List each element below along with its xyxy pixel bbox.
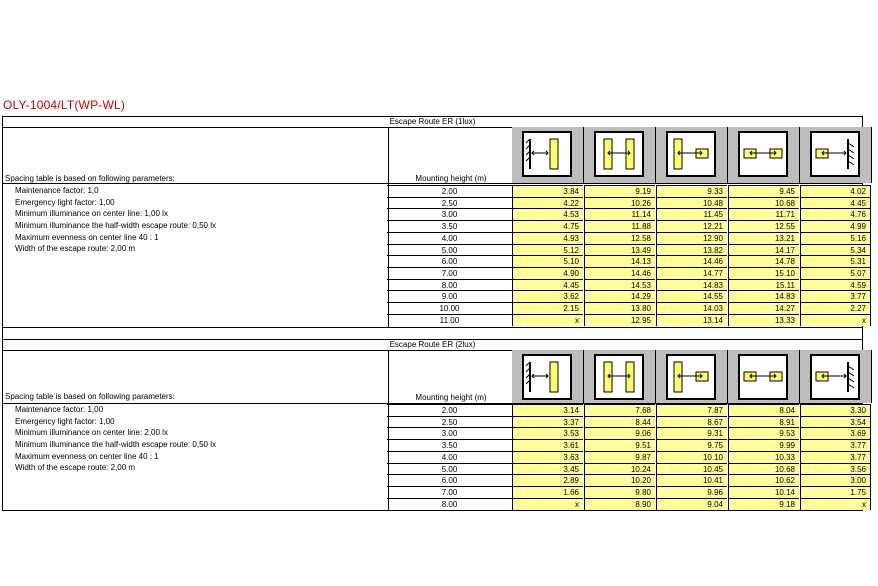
spacing-value-cell: 8.91 [728,416,799,428]
spacing-value-cell: 1.66 [512,486,583,498]
spacing-value-cell: 4.53 [512,208,583,220]
route-end-to-box-icon [666,354,716,400]
between-two-routes-icon [594,131,644,177]
layout-icon-cell [584,350,656,403]
parameter-item: Minimum illuminance the half-width escape route: 0,50 lx [15,221,216,231]
mounting-height-cell: 10.00 [387,302,512,314]
spacing-value-cell: 12.21 [656,220,727,232]
spacing-value-cell: 14.46 [656,255,727,267]
spacing-value-cell: 8.04 [728,404,799,416]
spacing-value-cell: 14.13 [584,255,655,267]
spacing-value-cell: 14.17 [728,244,799,256]
spacing-value-cell: 3.84 [512,185,583,197]
spacing-value-cell: 9.06 [584,427,655,439]
spacing-value-cell: 14.46 [584,267,655,279]
layout-icon-cell [512,127,584,183]
spacing-value-cell: 10.20 [584,474,655,486]
spacing-value-cell: 12.95 [584,314,655,326]
spacing-value-cell: 10.26 [584,197,655,209]
spacing-value-cell: 9.99 [728,439,799,451]
spacing-value-cell: 3.45 [512,463,583,475]
parameter-item: Width of the escape route: 2,00 m [15,244,136,254]
spacing-value-cell: 11.45 [656,208,727,220]
spacing-value-cell: 3.30 [800,404,871,416]
divider [388,350,389,510]
spacing-value-cell: 3.77 [800,439,871,451]
spacing-value-cell: 3.14 [512,404,583,416]
divider [388,127,389,327]
between-two-routes-icon [594,354,644,400]
spacing-value-cell: 8.67 [656,416,727,428]
mounting-height-cell: 3.50 [387,439,512,451]
spacing-value-cell: 9.31 [656,427,727,439]
spacing-value-cell: 14.29 [584,290,655,302]
spacing-table-1lux [2,116,866,328]
spacing-value-cell: x [800,314,871,326]
spacing-value-cell: 3.53 [512,427,583,439]
spacing-value-cell: 12.90 [656,232,727,244]
spacing-value-cell: 5.34 [800,244,871,256]
mounting-height-cell: 5.00 [387,244,512,256]
layout-icon-cell [656,350,728,403]
spacing-value-cell: 10.33 [728,451,799,463]
divider [3,183,862,184]
mounting-height-cell: 5.00 [387,463,512,475]
spacing-value-cell: 12.55 [728,220,799,232]
mounting-height-cell: 2.50 [387,416,512,428]
spacing-value-cell: 15.11 [728,279,799,291]
parameter-item: Maximum evenness on center line 40 : 1 [15,232,159,242]
mounting-height-cell: 4.00 [387,232,512,244]
spacing-value-cell: 9.19 [584,185,655,197]
route-end-to-box-icon [666,131,716,177]
mounting-height-cell: 7.00 [387,267,512,279]
mounting-height-cell: 4.00 [387,451,512,463]
layout-icon-cell [656,127,728,183]
spacing-value-cell: 9.80 [584,486,655,498]
spacing-value-cell: 4.99 [800,220,871,232]
spacing-value-cell: 14.53 [584,279,655,291]
mounting-height-cell: 3.50 [387,220,512,232]
spacing-value-cell: 5.07 [800,267,871,279]
spacing-table-2lux [2,339,866,511]
spacing-value-cell: 11.71 [728,208,799,220]
wall-mounted-escape-route-icon [522,131,572,177]
spacing-value-cell: 11.88 [584,220,655,232]
spacing-value-cell: 10.68 [728,197,799,209]
spacing-value-cell: 2.27 [800,302,871,314]
spacing-value-cell: 14.83 [656,279,727,291]
spacing-value-cell: 14.77 [656,267,727,279]
spacing-value-cell: 10.48 [656,197,727,209]
product-title: OLY-1004/LT(WP-WL) [3,98,126,112]
spacing-value-cell: 5.12 [512,244,583,256]
spacing-value-cell: 10.45 [656,463,727,475]
spacing-value-cell: 4.45 [800,197,871,209]
spacing-value-cell: 9.33 [656,185,727,197]
spacing-value-cell: 3.63 [512,451,583,463]
spacing-value-cell: 2.15 [512,302,583,314]
parameter-item: Emergency light factor: 1,00 [15,416,115,426]
spacing-value-cell: 10.68 [728,463,799,475]
spacing-value-cell: 5.16 [800,232,871,244]
mounting-height-cell: 2.00 [387,185,512,197]
spacing-value-cell: 9.45 [728,185,799,197]
spacing-value-cell: 2.89 [512,474,583,486]
parameter-item: Maintenance factor: 1,00 [15,405,104,414]
mounting-height-cell: 11.00 [387,314,512,326]
layout-icon-cell [800,350,872,403]
spacing-value-cell: 4.45 [512,279,583,291]
spacing-value-cell: 3.69 [800,427,871,439]
wall-mounted-escape-route-icon [522,354,572,400]
spacing-value-cell: x [800,498,871,510]
spacing-value-cell: 11.14 [584,208,655,220]
mounting-height-cell: 3.00 [387,208,512,220]
spacing-value-cell: 9.18 [728,498,799,510]
table-title: Escape Route ER (2lux) [3,340,862,351]
spacing-value-cell: 13.21 [728,232,799,244]
parameter-item: Minimum illuminance the half-width escape route: 0,50 lx [15,440,216,450]
parameter-item: Maintenance factor: 1,0 [15,186,99,195]
box-to-box-icon [738,354,788,400]
spacing-value-cell: 10.14 [728,486,799,498]
spacing-value-cell: 4.59 [800,279,871,291]
spacing-value-cell: 14.78 [728,255,799,267]
spacing-value-cell: 13.14 [656,314,727,326]
spacing-value-cell: 14.03 [656,302,727,314]
divider [3,403,862,404]
mounting-height-cell: 8.00 [387,498,512,510]
spacing-value-cell: 12.58 [584,232,655,244]
spacing-value-cell: 9.75 [656,439,727,451]
spacing-value-cell: x [512,314,583,326]
spacing-value-cell: 4.02 [800,185,871,197]
params-heading: Spacing table is based on following parameters: [5,392,175,401]
spacing-value-cell: 4.93 [512,232,583,244]
table-title: Escape Route ER (1lux) [3,117,862,128]
layout-icon-cell [800,127,872,183]
mounting-height-cell: 8.00 [387,279,512,291]
spacing-value-cell: x [512,498,583,510]
box-to-wall-icon [810,131,860,177]
box-to-box-icon [738,131,788,177]
spacing-value-cell: 14.27 [728,302,799,314]
mounting-height-cell: 2.00 [387,404,512,416]
spacing-value-cell: 5.31 [800,255,871,267]
spacing-value-cell: 15.10 [728,267,799,279]
parameter-item: Maximum evenness on center line 40 : 1 [15,451,159,461]
spacing-value-cell: 14.55 [656,290,727,302]
box-to-wall-icon [810,354,860,400]
parameter-item: Width of the escape route: 2,00 m [15,463,136,473]
spacing-value-cell: 9.96 [656,486,727,498]
spacing-value-cell: 3.61 [512,439,583,451]
spacing-value-cell: 5.10 [512,255,583,267]
parameter-item: Minimum illuminance on center line: 1,00 lx [15,209,168,219]
mounting-height-label: Mounting height (m) [415,174,487,183]
spacing-value-cell: 10.24 [584,463,655,475]
parameter-list [15,185,216,255]
parameter-item: Emergency light factor: 1,00 [15,197,115,207]
spacing-value-cell: 3.77 [800,451,871,463]
mounting-height-cell: 3.00 [387,427,512,439]
spacing-value-cell: 10.10 [656,451,727,463]
layout-icon-cell [584,127,656,183]
spacing-value-cell: 3.54 [800,416,871,428]
spacing-value-cell: 7.87 [656,404,727,416]
spacing-value-cell: 10.41 [656,474,727,486]
mounting-height-cell: 6.00 [387,474,512,486]
spacing-value-cell: 9.53 [728,427,799,439]
layout-icon-cell [512,350,584,403]
mounting-height-cell: 7.00 [387,486,512,498]
spacing-value-cell: 14.83 [728,290,799,302]
mounting-height-cell: 2.50 [387,197,512,209]
mounting-height-label: Mounting height (m) [415,393,487,402]
spacing-value-cell: 1.75 [800,486,871,498]
parameter-item: Minimum illuminance on center line: 2,00 lx [15,428,168,438]
spacing-value-cell: 9.04 [656,498,727,510]
spacing-value-cell: 3.00 [800,474,871,486]
spacing-value-cell: 3.56 [800,463,871,475]
mounting-height-cell: 9.00 [387,290,512,302]
spacing-value-cell: 4.75 [512,220,583,232]
spacing-value-cell: 3.37 [512,416,583,428]
params-heading: Spacing table is based on following parameters: [5,174,175,183]
spacing-value-cell: 4.76 [800,208,871,220]
spacing-value-cell: 4.22 [512,197,583,209]
spacing-value-cell: 7.68 [584,404,655,416]
spacing-value-cell: 10.62 [728,474,799,486]
parameter-list [15,404,216,474]
spacing-value-cell: 13.49 [584,244,655,256]
spacing-value-cell: 13.80 [584,302,655,314]
spacing-value-cell: 8.90 [584,498,655,510]
spacing-value-cell: 13.33 [728,314,799,326]
spacing-value-cell: 3.62 [512,290,583,302]
layout-icon-cell [728,350,800,403]
layout-icon-cell [728,127,800,183]
spacing-value-cell: 8.44 [584,416,655,428]
spacing-value-cell: 9.87 [584,451,655,463]
spacing-value-cell: 3.77 [800,290,871,302]
spacing-value-cell: 9.51 [584,439,655,451]
spacing-value-cell: 13.82 [656,244,727,256]
spacing-value-cell: 4.90 [512,267,583,279]
mounting-height-cell: 6.00 [387,255,512,267]
